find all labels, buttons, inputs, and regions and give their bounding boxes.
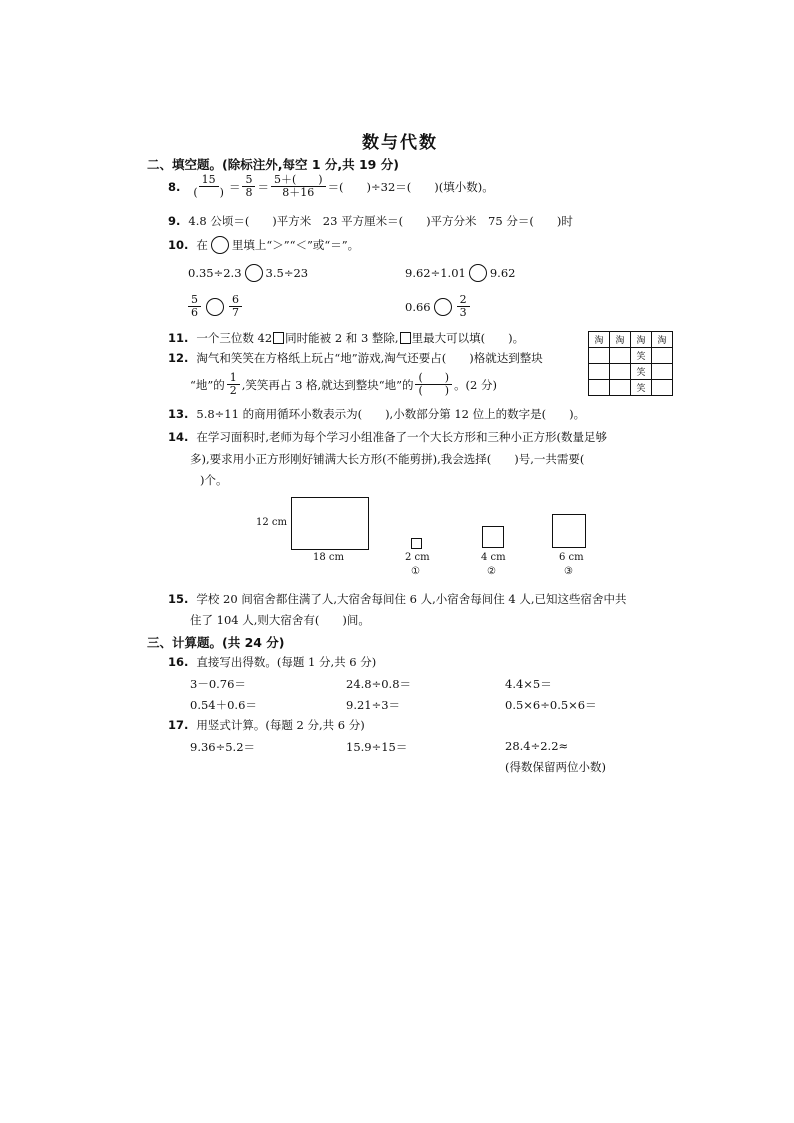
fraction: $\frac{6}{7}$ bbox=[229, 294, 242, 319]
grid-cell bbox=[610, 348, 631, 364]
fraction: $\frac{5+( )}{8+16}$ bbox=[271, 174, 326, 199]
question-text: 5.8÷11 的商用循环小数表示为( ),小数部分第 12 位上的数字是( )。 bbox=[196, 407, 586, 421]
grid-cell: 淘 bbox=[631, 332, 652, 348]
question-text: 里最大可以填( )。 bbox=[411, 331, 525, 345]
question-number: 13. bbox=[168, 407, 189, 421]
grid-cell: 淘 bbox=[589, 332, 610, 348]
territory-grid bbox=[588, 331, 673, 396]
grid-cell: 笑 bbox=[631, 380, 652, 396]
question-text: ,笑笑再占 3 格,就达到整块“地”的 bbox=[241, 377, 414, 392]
fraction: $\frac{2}{3}$ bbox=[457, 294, 470, 319]
small-square-2-label: 4 cm bbox=[481, 552, 506, 563]
question-8 bbox=[168, 174, 494, 199]
equals-sign: ＝ bbox=[228, 179, 241, 194]
small-square-3-label: 6 cm bbox=[559, 552, 584, 563]
fraction: $\frac{5}{6}$ bbox=[188, 294, 201, 319]
grid-cell bbox=[589, 348, 610, 364]
question-number: 17. bbox=[168, 718, 189, 732]
question-15 bbox=[168, 591, 627, 607]
grid-row bbox=[589, 380, 673, 396]
grid-cell bbox=[652, 348, 673, 364]
small-square-1 bbox=[411, 538, 422, 549]
question-14-line3: )个。 bbox=[200, 473, 228, 487]
question-number: 11. bbox=[168, 331, 189, 345]
compare-circle[interactable] bbox=[469, 264, 487, 282]
fraction: $\frac{15}{( )}$ bbox=[193, 173, 224, 199]
compare-b bbox=[405, 264, 515, 282]
compare-circle[interactable] bbox=[434, 298, 452, 316]
compare-right: 9.62 bbox=[489, 266, 516, 280]
grid-cell: 笑 bbox=[631, 348, 652, 364]
calc-item: 0.5×6÷0.5×6＝ bbox=[505, 698, 597, 712]
question-text: 4.8 公顷＝( )平方米 23 平方厘米＝( )平方分米 75 分＝( )时 bbox=[188, 214, 573, 228]
section-heading-calculation: 三、计算题。(共 24 分) bbox=[147, 635, 285, 650]
question-text: 同时能被 2 和 3 整除, bbox=[285, 331, 399, 345]
grid-cell: 淘 bbox=[610, 332, 631, 348]
question-16 bbox=[168, 654, 376, 670]
big-rectangle-width-label: 18 cm bbox=[313, 552, 344, 563]
question-text: 用竖式计算。(每题 2 分,共 6 分) bbox=[196, 718, 365, 732]
question-text: “地”的 bbox=[190, 377, 225, 392]
small-square-1-id: ① bbox=[411, 566, 420, 577]
calc-item: 15.9÷15＝ bbox=[346, 740, 408, 754]
grid-row bbox=[589, 364, 673, 380]
big-rectangle-height-label: 12 cm bbox=[256, 517, 287, 528]
circle-blank-icon bbox=[211, 236, 229, 254]
small-square-2-id: ② bbox=[487, 566, 496, 577]
grid-cell bbox=[652, 364, 673, 380]
grid-row bbox=[589, 348, 673, 364]
question-14-line2: 多),要求用小正方形刚好铺满大长方形(不能剪拼),我会选择( )号,一共需要( bbox=[190, 452, 585, 466]
grid-cell bbox=[589, 380, 610, 396]
compare-left: 9.62÷1.01 bbox=[405, 266, 466, 280]
calc-item: 4.4×5＝ bbox=[505, 677, 552, 691]
calc-item: 28.4÷2.2≈ bbox=[505, 739, 569, 753]
page-title: 数与代数 bbox=[362, 133, 438, 153]
big-rectangle bbox=[291, 497, 369, 550]
question-text: 学校 20 间宿舍都住满了人,大宿舍每间住 6 人,小宿舍每间住 4 人,已知这些宿舍中共 bbox=[196, 592, 627, 606]
calc-item: 24.8÷0.8＝ bbox=[346, 677, 412, 691]
question-text: 。(2 分) bbox=[454, 377, 498, 392]
question-number: 10. bbox=[168, 238, 189, 252]
question-number: 9. bbox=[168, 214, 181, 228]
question-14 bbox=[168, 429, 607, 445]
square-blank-icon bbox=[400, 332, 411, 344]
grid-cell bbox=[652, 380, 673, 396]
rounding-note: (得数保留两位小数) bbox=[505, 760, 606, 774]
fraction: $\frac{1}{2}$ bbox=[227, 372, 240, 397]
question-10 bbox=[168, 236, 359, 254]
question-text: 在学习面积时,老师为每个学习小组准备了一个大长方形和三种小正方形(数量足够 bbox=[196, 430, 608, 444]
question-17 bbox=[168, 717, 365, 733]
compare-left: 0.35÷2.3 bbox=[188, 266, 242, 280]
compare-c bbox=[186, 294, 244, 319]
small-square-1-label: 2 cm bbox=[405, 552, 430, 563]
equals-sign: ＝ bbox=[257, 179, 269, 194]
compare-circle[interactable] bbox=[206, 298, 224, 316]
calc-item: 0.54＋0.6＝ bbox=[190, 698, 257, 712]
section-heading-fill-in: 二、填空题。(除标注外,每空 1 分,共 19 分) bbox=[147, 157, 399, 172]
question-number: 8. bbox=[168, 179, 181, 194]
grid-cell bbox=[610, 364, 631, 380]
question-9 bbox=[168, 213, 573, 229]
question-13 bbox=[168, 406, 585, 422]
compare-circle[interactable] bbox=[245, 264, 263, 282]
calc-item: 3－0.76＝ bbox=[190, 677, 246, 691]
question-text: ＝( )÷32＝( )(填小数)。 bbox=[327, 179, 494, 194]
calc-item: 9.21÷3＝ bbox=[346, 698, 401, 712]
question-number: 16. bbox=[168, 655, 189, 669]
question-15-line2: 住了 104 人,则大宿舍有( )间。 bbox=[190, 613, 370, 627]
fraction-blank: $\frac{( )}{( )}$ bbox=[415, 372, 452, 397]
compare-right: 3.5÷23 bbox=[265, 266, 309, 280]
compare-d bbox=[405, 294, 472, 319]
square-blank-icon bbox=[273, 332, 284, 344]
grid-cell bbox=[589, 364, 610, 380]
calc-item: 9.36÷5.2＝ bbox=[190, 740, 256, 754]
small-square-2 bbox=[482, 526, 504, 548]
question-12-line2 bbox=[190, 372, 497, 397]
small-square-3 bbox=[552, 514, 586, 548]
compare-left: 0.66 bbox=[405, 299, 431, 314]
question-number: 15. bbox=[168, 592, 189, 606]
fraction: $\frac{5}{8}$ bbox=[242, 174, 255, 199]
question-number: 12. bbox=[168, 351, 189, 365]
question-text: 里填上“＞”“＜”或“＝”。 bbox=[231, 238, 360, 252]
grid-row bbox=[589, 332, 673, 348]
question-number: 14. bbox=[168, 430, 189, 444]
small-square-3-id: ③ bbox=[564, 566, 573, 577]
question-text: 在 bbox=[196, 238, 208, 252]
question-text: 直接写出得数。(每题 1 分,共 6 分) bbox=[196, 655, 377, 669]
grid-cell bbox=[610, 380, 631, 396]
question-text: 淘气和笑笑在方格纸上玩占“地”游戏,淘气还要占( )格就达到整块 bbox=[196, 351, 543, 365]
question-12 bbox=[168, 350, 543, 366]
compare-a bbox=[188, 264, 308, 282]
grid-cell: 笑 bbox=[631, 364, 652, 380]
question-text: 一个三位数 42 bbox=[196, 331, 273, 345]
grid-cell: 淘 bbox=[652, 332, 673, 348]
question-11 bbox=[168, 330, 524, 346]
